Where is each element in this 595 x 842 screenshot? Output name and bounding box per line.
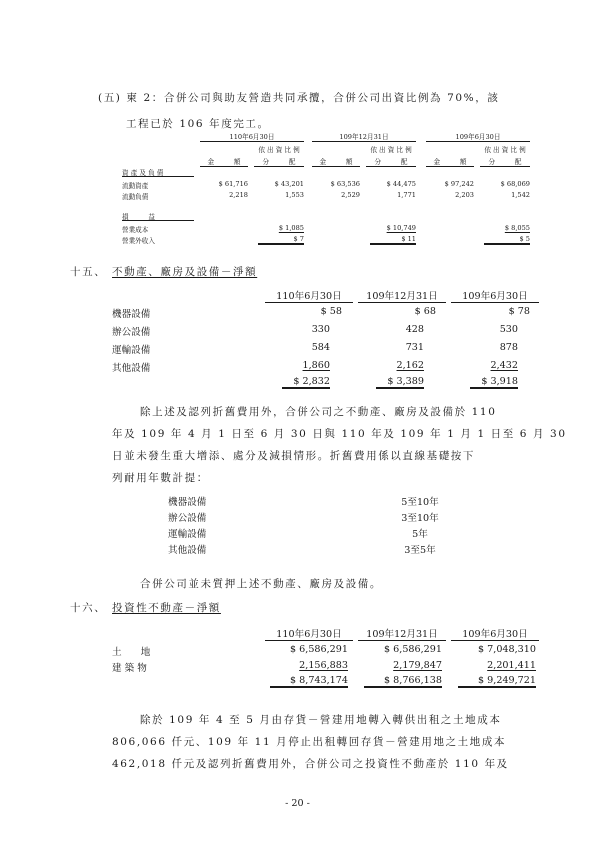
ip-heading-num: 十六、 xyxy=(70,602,107,614)
ppe-para-line: 列耐用年數計提： xyxy=(112,472,209,484)
jv-row-label: 流動負債 xyxy=(122,193,149,201)
jv-sub-amount: 金 額 xyxy=(433,158,467,166)
ip-cell: 2,201,411 xyxy=(487,660,536,671)
jv-cell: $ 43,201 xyxy=(274,180,304,188)
ppe-cell: 584 xyxy=(311,342,330,353)
jv-sub-alloc: 分 配 xyxy=(488,158,522,166)
ppe-col-1: 110年6月30日 xyxy=(276,291,342,302)
jv-cell: $ 68,069 xyxy=(500,180,530,188)
ppe-cell: 1,860 xyxy=(302,360,330,371)
ppe-cell: $ 68 xyxy=(414,306,436,317)
ip-col-1: 110年6月30日 xyxy=(276,629,342,640)
life-label: 辦公設備 xyxy=(168,513,207,524)
jv-cell: $ 44,475 xyxy=(386,180,416,188)
ip-cell: $ 6,586,291 xyxy=(290,644,348,655)
divider xyxy=(480,166,530,167)
jv-title-cont: 工程已於 106 年度完工。 xyxy=(126,118,270,130)
divider xyxy=(426,141,530,142)
jv-period-2: 109年12月31日 xyxy=(339,133,389,141)
life-value: 3至10年 xyxy=(401,513,439,524)
ppe-note: 合併公司並未質押上述不動產、廠房及設備。 xyxy=(140,578,382,590)
divider xyxy=(451,640,539,641)
divider xyxy=(358,640,446,641)
jv-cell: 2,203 xyxy=(455,191,474,199)
ppe-total: $ 2,832 xyxy=(282,376,330,389)
jv-cell: $ 5 xyxy=(484,235,530,245)
ip-para-line: 806,066 仟元、109 年 11 月停止出租轉回存貨－營建用地之土地成本 xyxy=(112,736,507,748)
ip-heading: 投資性不動產－淨額 xyxy=(112,602,221,614)
divider xyxy=(122,220,194,221)
jv-sub-proportion: 依 出 資 比 例 xyxy=(258,146,300,154)
ppe-cell: $ 58 xyxy=(320,306,342,317)
ppe-col-2: 109年12月31日 xyxy=(366,291,438,302)
divider xyxy=(200,166,248,167)
jv-period-3: 109年6月30日 xyxy=(455,133,501,141)
ppe-cell: 2,162 xyxy=(396,360,424,371)
divider xyxy=(265,302,353,303)
ip-para-line: 除於 109 年 4 至 5 月由存貨－營建用地轉入轉供出租之土地成本 xyxy=(140,714,502,726)
life-label: 運輸設備 xyxy=(168,529,207,540)
ppe-col-3: 109年6月30日 xyxy=(462,291,528,302)
jv-cell: $ 8,055 xyxy=(504,224,530,232)
ip-total: $ 8,743,174 xyxy=(270,675,348,688)
divider xyxy=(254,166,304,167)
jv-cell: 2,529 xyxy=(341,191,360,199)
life-label: 機器設備 xyxy=(168,497,207,508)
jv-section-pl: 損 益 xyxy=(122,213,155,221)
ppe-row-label: 其他設備 xyxy=(112,363,151,374)
divider xyxy=(426,166,474,167)
jv-period-1: 110年6月30日 xyxy=(229,133,275,141)
divider xyxy=(451,302,539,303)
ip-total: $ 9,249,721 xyxy=(458,675,536,688)
life-label: 其他設備 xyxy=(168,545,207,556)
ppe-row-label: 機器設備 xyxy=(112,309,151,320)
life-value: 5年 xyxy=(412,529,428,540)
life-value: 5至10年 xyxy=(401,497,439,508)
jv-sub-proportion: 依 出 資 比 例 xyxy=(484,146,526,154)
ppe-para-line: 除上述及認列折舊費用外，合併公司之不動產、廠房及設備於 110 xyxy=(140,406,497,418)
divider xyxy=(312,166,360,167)
jv-cell: 1,553 xyxy=(285,191,304,199)
jv-cell: $ 7 xyxy=(258,235,304,245)
ppe-cell: 2,432 xyxy=(490,360,518,371)
jv-cell: 2,218 xyxy=(229,191,248,199)
jv-cell: $ 61,716 xyxy=(218,180,248,188)
jv-row-label: 營業外收入 xyxy=(122,237,155,245)
divider xyxy=(122,176,194,177)
divider xyxy=(312,141,416,142)
jv-row-label: 流動資產 xyxy=(122,182,149,190)
jv-title: (五) 柬 2：合併公司與助友營造共同承攬，合併公司出資比例為 70%，該 xyxy=(98,92,500,104)
divider xyxy=(358,302,446,303)
jv-sub-amount: 金 額 xyxy=(319,158,353,166)
ppe-para-line: 日並未發生重大增添、處分及減損情形。折舊費用係以直線基礎按下 xyxy=(112,450,475,462)
ppe-heading-num: 十五、 xyxy=(70,266,107,278)
ppe-row-label: 辦公設備 xyxy=(112,327,151,338)
ppe-total: $ 3,389 xyxy=(376,376,424,389)
ip-row-label: 土 地 xyxy=(112,647,151,658)
jv-section-assets: 資 產 及 負 債 xyxy=(122,169,164,177)
jv-cell: 1,771 xyxy=(397,191,416,199)
ip-total: $ 8,766,138 xyxy=(364,675,442,688)
ip-cell: $ 6,586,291 xyxy=(384,644,442,655)
jv-row-label: 營業成本 xyxy=(122,226,149,234)
jv-cell: $ 1,085 xyxy=(278,224,304,232)
ip-row-label: 建 築 物 xyxy=(112,663,147,674)
ppe-total: $ 3,918 xyxy=(470,376,518,389)
jv-sub-amount: 金 額 xyxy=(207,158,241,166)
jv-cell: $ 11 xyxy=(370,235,416,245)
life-value: 3至5年 xyxy=(404,545,436,556)
divider xyxy=(366,166,416,167)
jv-sub-alloc: 分 配 xyxy=(262,158,296,166)
jv-sub-alloc: 分 配 xyxy=(374,158,408,166)
jv-cell: $ 97,242 xyxy=(444,180,474,188)
ppe-cell: 530 xyxy=(499,324,518,335)
ppe-cell: 878 xyxy=(499,342,518,353)
ppe-cell: 731 xyxy=(405,342,424,353)
ip-cell: 2,179,847 xyxy=(393,660,442,671)
page-number: - 20 - xyxy=(285,798,310,809)
divider xyxy=(200,141,304,142)
ppe-cell: 330 xyxy=(311,324,330,335)
jv-cell: 1,542 xyxy=(511,191,530,199)
ppe-row-label: 運輸設備 xyxy=(112,345,151,356)
jv-cell: $ 63,536 xyxy=(330,180,360,188)
ppe-cell: 428 xyxy=(405,324,424,335)
ppe-para-line: 年及 109 年 4 月 1 日至 6 月 30 日與 110 年及 109 年 1 月 1 日至 6 月 30 xyxy=(112,428,567,440)
ip-col-3: 109年6月30日 xyxy=(462,629,528,640)
ip-para-line: 462,018 仟元及認列折舊費用外，合併公司之投資性不動產於 110 年及 xyxy=(112,758,509,770)
ip-col-2: 109年12月31日 xyxy=(366,629,438,640)
ip-cell: 2,156,883 xyxy=(299,660,348,671)
divider xyxy=(265,640,353,641)
ppe-cell: $ 78 xyxy=(508,306,530,317)
ppe-heading: 不動產、廠房及設備－淨額 xyxy=(112,266,258,278)
jv-sub-proportion: 依 出 資 比 例 xyxy=(370,146,412,154)
ip-cell: $ 7,048,310 xyxy=(478,644,536,655)
jv-cell: $ 10,749 xyxy=(386,224,416,232)
